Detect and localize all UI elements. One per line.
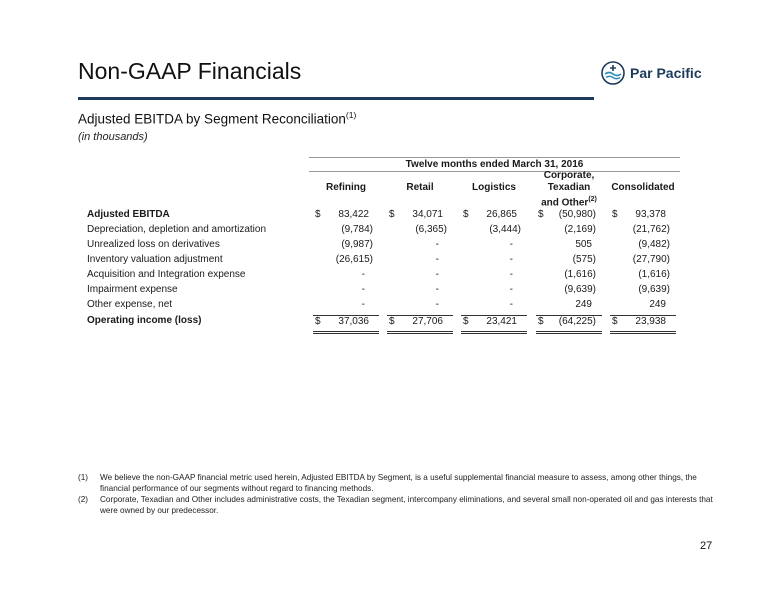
column-header-line: Texadian bbox=[547, 182, 591, 193]
cell-value: (9,639) bbox=[564, 284, 596, 295]
row-label: Unrealized loss on derivatives bbox=[87, 239, 220, 250]
cell-value: 37,036 bbox=[338, 316, 369, 327]
table-cell bbox=[536, 284, 602, 299]
cell-value: (9,639) bbox=[638, 284, 670, 295]
table-cell bbox=[536, 299, 602, 314]
table-row bbox=[87, 254, 680, 269]
subtitle-footnote-mark: (1) bbox=[345, 110, 357, 120]
subtitle-text: Adjusted EBITDA by Segment Reconciliation bbox=[78, 111, 346, 127]
footnote bbox=[78, 473, 718, 494]
table-cell bbox=[610, 284, 676, 299]
currency-symbol: $ bbox=[538, 209, 544, 220]
column-footnote-mark: (2) bbox=[588, 196, 597, 203]
table-cell bbox=[461, 254, 527, 269]
cell-value: - bbox=[435, 269, 439, 280]
cell-value: 23,938 bbox=[635, 316, 666, 327]
table-cell bbox=[610, 269, 676, 284]
table-cell bbox=[610, 299, 676, 314]
cell-value: (6,365) bbox=[415, 224, 447, 235]
cell-value: (3,444) bbox=[489, 224, 521, 235]
column-header bbox=[383, 182, 457, 194]
footnote bbox=[78, 495, 718, 516]
logo-text: Par Pacific bbox=[630, 65, 702, 81]
table-cell bbox=[387, 239, 453, 254]
company-logo bbox=[600, 58, 712, 88]
column-header-line: Retail bbox=[406, 182, 434, 193]
table-cell bbox=[536, 269, 602, 284]
footnote-mark: (2) bbox=[78, 495, 89, 504]
table-cell bbox=[313, 284, 379, 299]
row-label: Impairment expense bbox=[87, 284, 178, 295]
currency-symbol: $ bbox=[612, 316, 618, 327]
table-cell bbox=[461, 239, 527, 254]
cell-value: - bbox=[361, 284, 365, 295]
table-cell bbox=[313, 315, 379, 334]
table-cell bbox=[610, 315, 676, 334]
row-label: Adjusted EBITDA bbox=[87, 209, 170, 220]
cell-value: - bbox=[361, 269, 365, 280]
footnotes bbox=[78, 473, 718, 517]
cell-value: - bbox=[509, 269, 513, 280]
table-cell bbox=[610, 254, 676, 269]
cell-value: (9,482) bbox=[638, 239, 670, 250]
column-header-line: Refining bbox=[326, 182, 366, 193]
cell-value: 505 bbox=[575, 239, 592, 250]
table-cell bbox=[461, 284, 527, 299]
column-header bbox=[532, 170, 606, 209]
currency-symbol: $ bbox=[389, 209, 395, 220]
column-header-line: Consolidated bbox=[611, 182, 675, 193]
cell-value: 34,071 bbox=[412, 209, 443, 220]
cell-value: - bbox=[509, 254, 513, 265]
table-row bbox=[87, 224, 680, 239]
table-cell bbox=[313, 269, 379, 284]
currency-symbol: $ bbox=[463, 316, 469, 327]
table-cell bbox=[387, 284, 453, 299]
table-cell bbox=[313, 224, 379, 239]
cell-value: - bbox=[509, 284, 513, 295]
cell-value: - bbox=[361, 299, 365, 310]
cell-value: (2,169) bbox=[564, 224, 596, 235]
cell-value: 249 bbox=[575, 299, 592, 310]
cell-value: 23,421 bbox=[486, 316, 517, 327]
cell-value: (50,980) bbox=[558, 209, 596, 220]
table-cell bbox=[313, 299, 379, 314]
table-cell bbox=[461, 224, 527, 239]
title-divider bbox=[78, 97, 594, 100]
table-cell bbox=[387, 254, 453, 269]
cell-value: 26,865 bbox=[486, 209, 517, 220]
cell-value: (1,616) bbox=[564, 269, 596, 280]
cell-value: 27,706 bbox=[412, 316, 443, 327]
row-label: Depreciation, depletion and amortization bbox=[87, 224, 266, 235]
cell-value: - bbox=[435, 284, 439, 295]
cell-value: - bbox=[509, 299, 513, 310]
table-cell bbox=[536, 224, 602, 239]
column-header-line: and Other$^{(2)}$ bbox=[541, 196, 597, 209]
table-cell bbox=[536, 239, 602, 254]
cell-value: (21,762) bbox=[632, 224, 670, 235]
table-cell bbox=[461, 209, 527, 224]
cell-value: 93,378 bbox=[635, 209, 666, 220]
currency-symbol: $ bbox=[538, 316, 544, 327]
table-cell bbox=[610, 224, 676, 239]
currency-symbol: $ bbox=[315, 316, 321, 327]
table-cell bbox=[536, 254, 602, 269]
currency-symbol: $ bbox=[315, 209, 321, 220]
table-row bbox=[87, 315, 680, 330]
cell-value: 83,422 bbox=[338, 209, 369, 220]
column-header bbox=[309, 182, 383, 194]
unit-note: (in thousands) bbox=[78, 131, 148, 143]
table-cell bbox=[313, 254, 379, 269]
currency-symbol: $ bbox=[463, 209, 469, 220]
table-cell bbox=[536, 315, 602, 334]
row-label: Acquisition and Integration expense bbox=[87, 269, 246, 280]
cell-value: - bbox=[435, 239, 439, 250]
cell-value: (1,616) bbox=[638, 269, 670, 280]
period-header: Twelve months ended March 31, 2016 bbox=[309, 157, 680, 172]
table-cell bbox=[313, 209, 379, 224]
table-cell bbox=[461, 299, 527, 314]
section-subtitle bbox=[78, 110, 356, 127]
column-header bbox=[606, 182, 680, 194]
footnote-mark: (1) bbox=[78, 473, 89, 482]
cell-value: (9,987) bbox=[341, 239, 373, 250]
row-label: Other expense, net bbox=[87, 299, 173, 310]
currency-symbol: $ bbox=[389, 316, 395, 327]
table-row bbox=[87, 299, 680, 314]
par-pacific-logo-icon bbox=[600, 60, 626, 86]
table-cell bbox=[387, 224, 453, 239]
currency-symbol: $ bbox=[612, 209, 618, 220]
table-row bbox=[87, 269, 680, 284]
row-label: Inventory valuation adjustment bbox=[87, 254, 223, 265]
table-cell bbox=[313, 239, 379, 254]
table-row bbox=[87, 284, 680, 299]
cell-value: 249 bbox=[649, 299, 666, 310]
column-header-line: Logistics bbox=[472, 182, 516, 193]
footnote-text: We believe the non-GAAP financial metric used herein, Adjusted EBITDA by Segment, is a useful supplemental financial measure to assess, among other things, the financial performance of our segments without regard to financing methods. bbox=[100, 473, 697, 493]
page-title: Non-GAAP Financials bbox=[78, 58, 302, 84]
cell-value: (64,225) bbox=[558, 316, 596, 327]
column-header-line: Corporate, bbox=[543, 170, 595, 181]
table-cell bbox=[461, 315, 527, 334]
table-cell bbox=[387, 209, 453, 224]
table-cell bbox=[461, 269, 527, 284]
cell-value: - bbox=[435, 299, 439, 310]
cell-value: (26,615) bbox=[335, 254, 373, 265]
footnote-text: Corporate, Texadian and Other includes administrative costs, the Texadian segment, intercompany eliminations, and several small non-operated oil and gas interests that were owned by our predecessor. bbox=[100, 495, 713, 515]
cell-value: - bbox=[509, 239, 513, 250]
table-cell bbox=[387, 315, 453, 334]
cell-value: - bbox=[435, 254, 439, 265]
cell-value: (575) bbox=[572, 254, 596, 265]
table-cell bbox=[610, 239, 676, 254]
page-number: 27 bbox=[700, 540, 713, 552]
table-cell bbox=[536, 209, 602, 224]
cell-value: (27,790) bbox=[632, 254, 670, 265]
column-header bbox=[457, 182, 531, 194]
table-cell bbox=[387, 269, 453, 284]
table-cell bbox=[387, 299, 453, 314]
table-row bbox=[87, 239, 680, 254]
table-row bbox=[87, 209, 680, 224]
row-label: Operating income (loss) bbox=[87, 315, 202, 326]
cell-value: (9,784) bbox=[341, 224, 373, 235]
table-cell bbox=[610, 209, 676, 224]
